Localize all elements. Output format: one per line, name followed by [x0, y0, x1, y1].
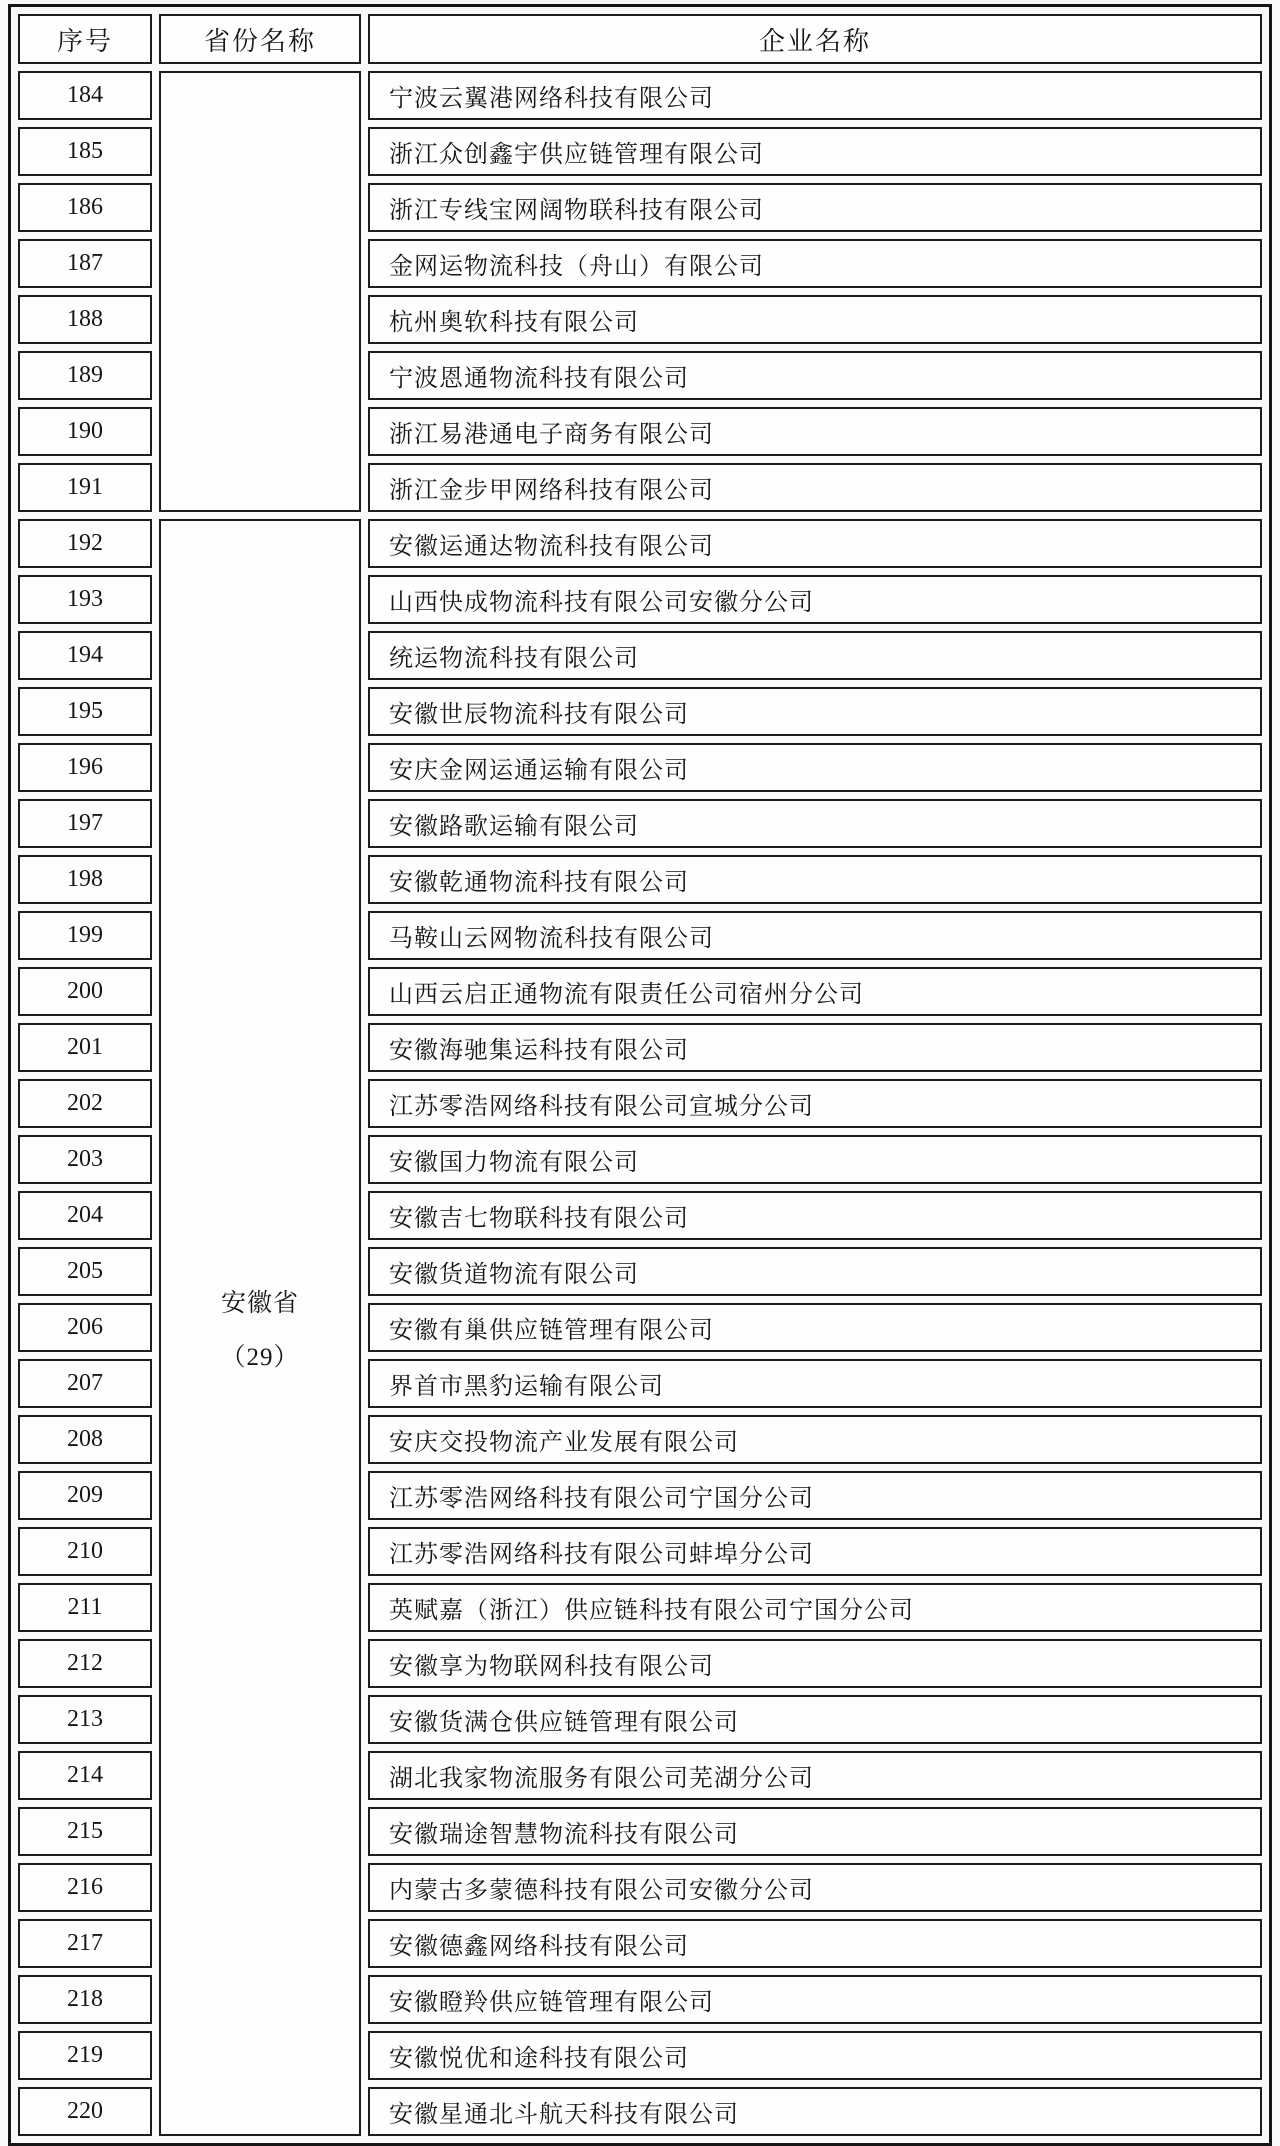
- company-cell: 安徽乾通物流科技有限公司: [368, 855, 1262, 904]
- company-cell: 浙江专线宝网阔物联科技有限公司: [368, 183, 1262, 232]
- table-row: [18, 71, 1262, 120]
- serial-cell: 207: [18, 1359, 152, 1408]
- company-cell: 安庆交投物流产业发展有限公司: [368, 1415, 1262, 1464]
- company-cell: 安徽悦优和途科技有限公司: [368, 2031, 1262, 2080]
- serial-cell: 188: [18, 295, 152, 344]
- header-province-name: 省份名称: [159, 14, 361, 64]
- company-cell: 安徽星通北斗航天科技有限公司: [368, 2087, 1262, 2136]
- company-list-table: [8, 4, 1272, 2146]
- province-cell: [159, 519, 361, 2136]
- serial-cell: 210: [18, 1527, 152, 1576]
- company-cell: 安徽运通达物流科技有限公司: [368, 519, 1262, 568]
- company-cell: 金网运物流科技（舟山）有限公司: [368, 239, 1262, 288]
- company-cell: 安徽瞪羚供应链管理有限公司: [368, 1975, 1262, 2024]
- company-cell: 浙江众创鑫宇供应链管理有限公司: [368, 127, 1262, 176]
- serial-cell: 196: [18, 743, 152, 792]
- company-cell: 宁波云翼港网络科技有限公司: [368, 71, 1262, 120]
- serial-cell: 186: [18, 183, 152, 232]
- serial-cell: 214: [18, 1751, 152, 1800]
- serial-cell: 195: [18, 687, 152, 736]
- company-cell: 界首市黑豹运输有限公司: [368, 1359, 1262, 1408]
- serial-cell: 187: [18, 239, 152, 288]
- serial-cell: 203: [18, 1135, 152, 1184]
- table-body: [18, 71, 1262, 2136]
- serial-cell: 202: [18, 1079, 152, 1128]
- company-cell: 安徽货满仓供应链管理有限公司: [368, 1695, 1262, 1744]
- serial-cell: 208: [18, 1415, 152, 1464]
- company-cell: 马鞍山云网物流科技有限公司: [368, 911, 1262, 960]
- serial-cell: 215: [18, 1807, 152, 1856]
- province-name: 安徽省: [220, 1289, 299, 1317]
- header-serial-number: 序号: [18, 14, 152, 64]
- serial-cell: 198: [18, 855, 152, 904]
- company-cell: 内蒙古多蒙德科技有限公司安徽分公司: [368, 1863, 1262, 1912]
- province-count: （29）: [220, 1343, 300, 1371]
- serial-cell: 192: [18, 519, 152, 568]
- company-cell: 江苏零浩网络科技有限公司宁国分公司: [368, 1471, 1262, 1520]
- serial-cell: 189: [18, 351, 152, 400]
- serial-cell: 209: [18, 1471, 152, 1520]
- serial-cell: 219: [18, 2031, 152, 2080]
- serial-cell: 197: [18, 799, 152, 848]
- serial-cell: 211: [18, 1583, 152, 1632]
- serial-cell: 205: [18, 1247, 152, 1296]
- company-cell: 安徽海驰集运科技有限公司: [368, 1023, 1262, 1072]
- company-cell: 江苏零浩网络科技有限公司宣城分公司: [368, 1079, 1262, 1128]
- company-cell: 安徽国力物流有限公司: [368, 1135, 1262, 1184]
- serial-cell: 199: [18, 911, 152, 960]
- company-cell: 山西云启正通物流有限责任公司宿州分公司: [368, 967, 1262, 1016]
- company-cell: 安徽世辰物流科技有限公司: [368, 687, 1262, 736]
- company-cell: 英赋嘉（浙江）供应链科技有限公司宁国分公司: [368, 1583, 1262, 1632]
- serial-cell: 190: [18, 407, 152, 456]
- serial-cell: 212: [18, 1639, 152, 1688]
- company-cell: 安徽德鑫网络科技有限公司: [368, 1919, 1262, 1968]
- company-cell: 安徽路歌运输有限公司: [368, 799, 1262, 848]
- company-cell: 安徽享为物联网科技有限公司: [368, 1639, 1262, 1688]
- serial-cell: 201: [18, 1023, 152, 1072]
- serial-cell: 184: [18, 71, 152, 120]
- serial-cell: 200: [18, 967, 152, 1016]
- serial-cell: 204: [18, 1191, 152, 1240]
- header-company-name: 企业名称: [368, 14, 1262, 64]
- company-cell: 浙江金步甲网络科技有限公司: [368, 463, 1262, 512]
- company-cell: 安徽货道物流有限公司: [368, 1247, 1262, 1296]
- company-cell: 安徽吉七物联科技有限公司: [368, 1191, 1262, 1240]
- company-cell: 湖北我家物流服务有限公司芜湖分公司: [368, 1751, 1262, 1800]
- serial-cell: 194: [18, 631, 152, 680]
- serial-cell: 220: [18, 2087, 152, 2136]
- serial-cell: 185: [18, 127, 152, 176]
- company-cell: 江苏零浩网络科技有限公司蚌埠分公司: [368, 1527, 1262, 1576]
- serial-cell: 213: [18, 1695, 152, 1744]
- province-cell: [159, 71, 361, 512]
- company-cell: 安徽有巢供应链管理有限公司: [368, 1303, 1262, 1352]
- company-cell: 宁波恩通物流科技有限公司: [368, 351, 1262, 400]
- company-cell: 山西快成物流科技有限公司安徽分公司: [368, 575, 1262, 624]
- company-cell: 统运物流科技有限公司: [368, 631, 1262, 680]
- serial-cell: 216: [18, 1863, 152, 1912]
- header-row: [18, 14, 1262, 64]
- serial-cell: 206: [18, 1303, 152, 1352]
- company-cell: 安徽瑞途智慧物流科技有限公司: [368, 1807, 1262, 1856]
- serial-cell: 217: [18, 1919, 152, 1968]
- serial-cell: 191: [18, 463, 152, 512]
- company-cell: 浙江易港通电子商务有限公司: [368, 407, 1262, 456]
- serial-cell: 218: [18, 1975, 152, 2024]
- company-cell: 安庆金网运通运输有限公司: [368, 743, 1262, 792]
- serial-cell: 193: [18, 575, 152, 624]
- table-row: [18, 519, 1262, 568]
- company-cell: 杭州奥软科技有限公司: [368, 295, 1262, 344]
